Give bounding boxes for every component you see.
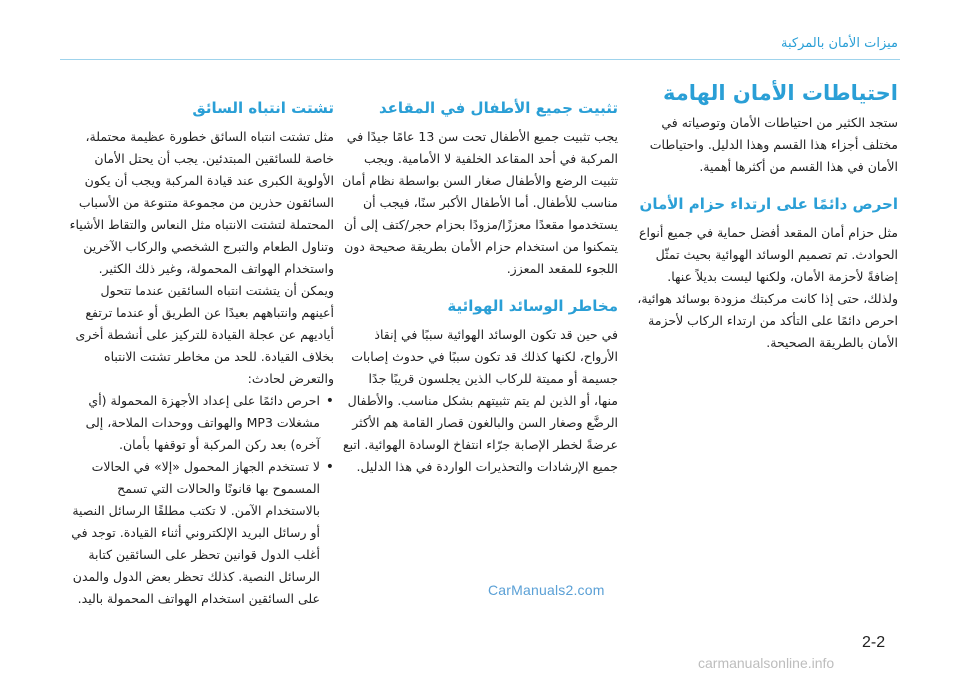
distraction-paragraph: مثل تشتت انتباه السائق خطورة عظيمة محتملة، خاصة للسائقين المبتدئين. يجب أن يحتل الأمان الأولوية الكبرى عند قيادة المركبة ويجب أن يكون السائقون حذرين من مجموعة متنوعة من الأسباب المحتملة لتشتت الانتباه مثل النعاس والتقاط الأشياء وتناول الطعام والتبرج الشخصي والركاب الآخرين واستخدام الهواتف المحمولة، وغير ذلك الكثير. ويمكن أن يتشتت انتباه السائقين عندما تتحول أعينهم وانتباههم بعيدًا عن الطريق أو عندما ترتفع أياديهم عن عجلة القيادة للتركيز على أنشطة أخرى بخلاف القيادة. للحد من مخاطر تشتت الانتباه والتعرض لحادث: (69, 129, 334, 386)
right-column (636, 78, 898, 354)
airbag-paragraph: في حين قد تكون الوسائد الهوائية سببًا في إنقاذ الأرواح، لكنها كذلك قد تكون سببًا في حدوث إصابات جسيمة أو مميتة للركاب الذين يجلسون قريبًا جدًا منها، أو الذين لم يتم تثبيتهم بشكل مناسب. والأطفال الرضَّع وصغار السن والبالغون قصار القامة هم الأكثر عرضةً لخطر الإصابة جرّاء انتفاخ الوسادة الهوائية. اتبع جميع الإرشادات والتحذيرات الواردة في هذا الدليل. (342, 327, 618, 474)
children-paragraph: يجب تثبيت جميع الأطفال تحت سن 13 عامًا جيدًا في المركبة في أحد المقاعد الخلفية لا الأمامية. ويجب تثبيت الرضع والأطفال صغار السن بواسطة نظام أمان مناسب للأطفال. أما الأطفال الأكبر سنًا، فيجب أن يستخدموا مقعدًا معززًا/مزودًا بحزام حجر/كتف إلى أن يتمكنوا من استخدام حزام الأمان بطريقة صحيحة دون اللجوء للمقعد المعزز. (342, 129, 618, 276)
list-item: • لا تستخدم الجهاز المحمول «إلا» في الحالات المسموح بها قانونًا والحالات التي تسمح بالاستخدام الآمن. لا تكتب مطلقًا الرسائل النصية أو رسائل البريد الإلكتروني أثناء القيادة. توجد في أغلب الدول قوانين تحظر على السائقين كتابة الرسائل النصية. كذلك تحظر بعض الدول والمدن على السائقين استخدام الهواتف المحمولة باليد. (66, 456, 334, 610)
footer-url-link[interactable]: carmanualsonline.info (698, 655, 835, 671)
page-number: 2-2 (862, 634, 886, 651)
distraction-heading: تشتت انتباه السائق (192, 99, 334, 117)
list-item: • احرص دائمًا على إعداد الأجهزة المحمولة (أي مشغلات MP3 والهواتف ووحدات الملاحة، إلى آخره) بعد ركن المركبة أو توقفها بأمان. (66, 390, 334, 456)
header-divider (60, 59, 900, 60)
children-heading: تثبيت جميع الأطفال في المقاعد (378, 99, 618, 117)
seatbelt-heading: احرص دائمًا على ارتداء حزام الأمان (639, 195, 898, 213)
airbag-heading: مخاطر الوسائد الهوائية (447, 297, 618, 315)
distraction-list (66, 390, 334, 610)
watermark-link[interactable]: CarManuals2.com (488, 582, 605, 598)
running-header: ميزات الأمان بالمركبة (781, 36, 898, 51)
main-heading: احتياطات الأمان الهامة (663, 81, 898, 105)
intro-paragraph: ستجد الكثير من احتياطات الأمان وتوصياته في مختلف أجزاء هذا القسم وهذا الدليل. واحتياطات الأمان في هذا القسم من أكثرها أهمية. (649, 115, 898, 174)
middle-column (342, 96, 618, 478)
seatbelt-paragraph: مثل حزام أمان المقعد أفضل حماية في جميع أنواع الحوادث. تم تصميم الوسائد الهوائية بحيث تمثّل إضافةً لأحزمة الأمان، ولكنها ليست بديلاً عنها. ولذلك، حتى إذا كانت مركبتك مزودة بوسائد هوائية، احرص دائمًا على التأكد من ارتداء الركاب لأحزمة الأمان بالطريقة الصحيحة. (637, 225, 898, 350)
left-column (66, 96, 334, 610)
